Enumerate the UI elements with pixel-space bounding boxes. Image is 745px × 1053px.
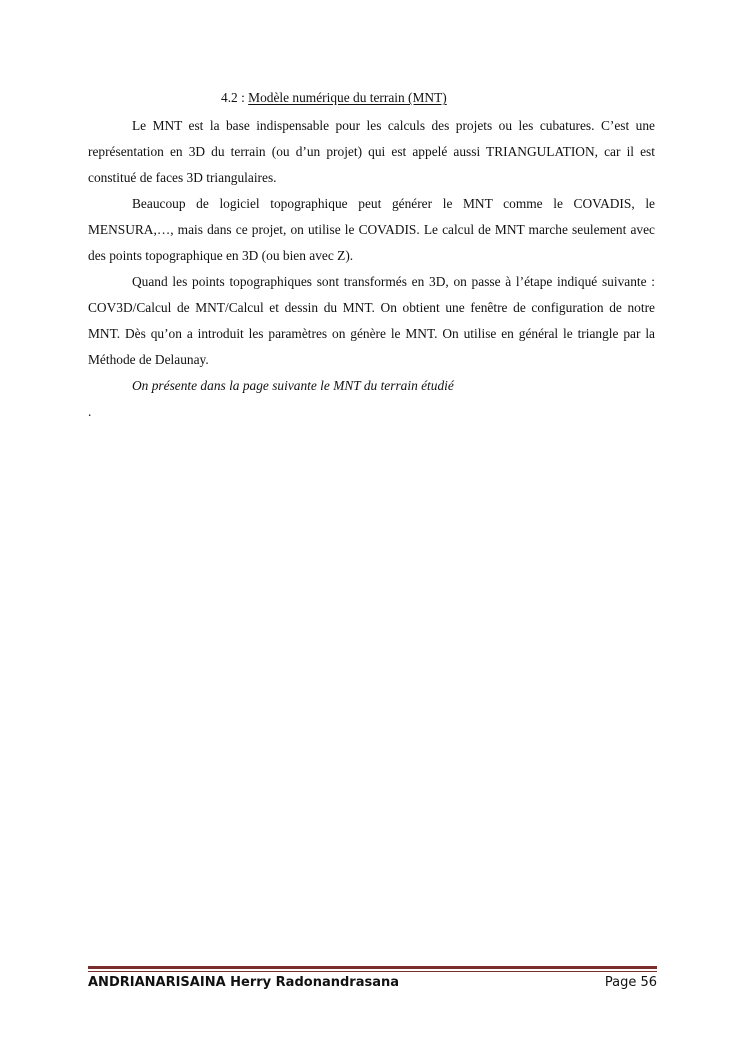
footer-rule-thin	[88, 971, 657, 972]
body-text	[88, 113, 655, 425]
footer-page-number: Page 56	[604, 975, 657, 990]
section-number: 4.2 :	[221, 90, 249, 105]
paragraph: Quand les points topographiques sont transformés en 3D, on passe à l’étape indiqué suivante : COV3D/Calcul de MNT/Calcul et dessin du MNT. On obtient une fenêtre de configuration de notre MNT. Dès qu’on a introduit les paramètres on génère le MNT. On utilise en général le triangle par la Méthode de Delaunay.	[88, 274, 655, 367]
paragraph: Le MNT est la base indispensable pour les calculs des projets ou les cubatures. C’est une représentation en 3D du terrain (ou d’un projet) qui est appelé aussi TRIANGULATION, car il est constitué de faces 3D triangulaires.	[88, 118, 655, 185]
footer-rule	[88, 966, 657, 969]
section-title: Modèle numérique du terrain (MNT)	[248, 90, 447, 105]
paragraph: Beaucoup de logiciel topographique peut générer le MNT comme le COVADIS, le MENSURA,…, mais dans ce projet, on utilise le COVADIS. Le calcul de MNT marche seulement avec des points topographique en 3D (ou bien avec Z).	[88, 196, 655, 263]
paragraph-italic: On présente dans la page suivante le MNT du terrain étudié	[132, 378, 454, 393]
section-heading	[221, 89, 447, 107]
footer-author: ANDRIANARISAINA Herry Radonandrasana	[88, 975, 400, 990]
trailing-mark: .	[88, 404, 92, 419]
